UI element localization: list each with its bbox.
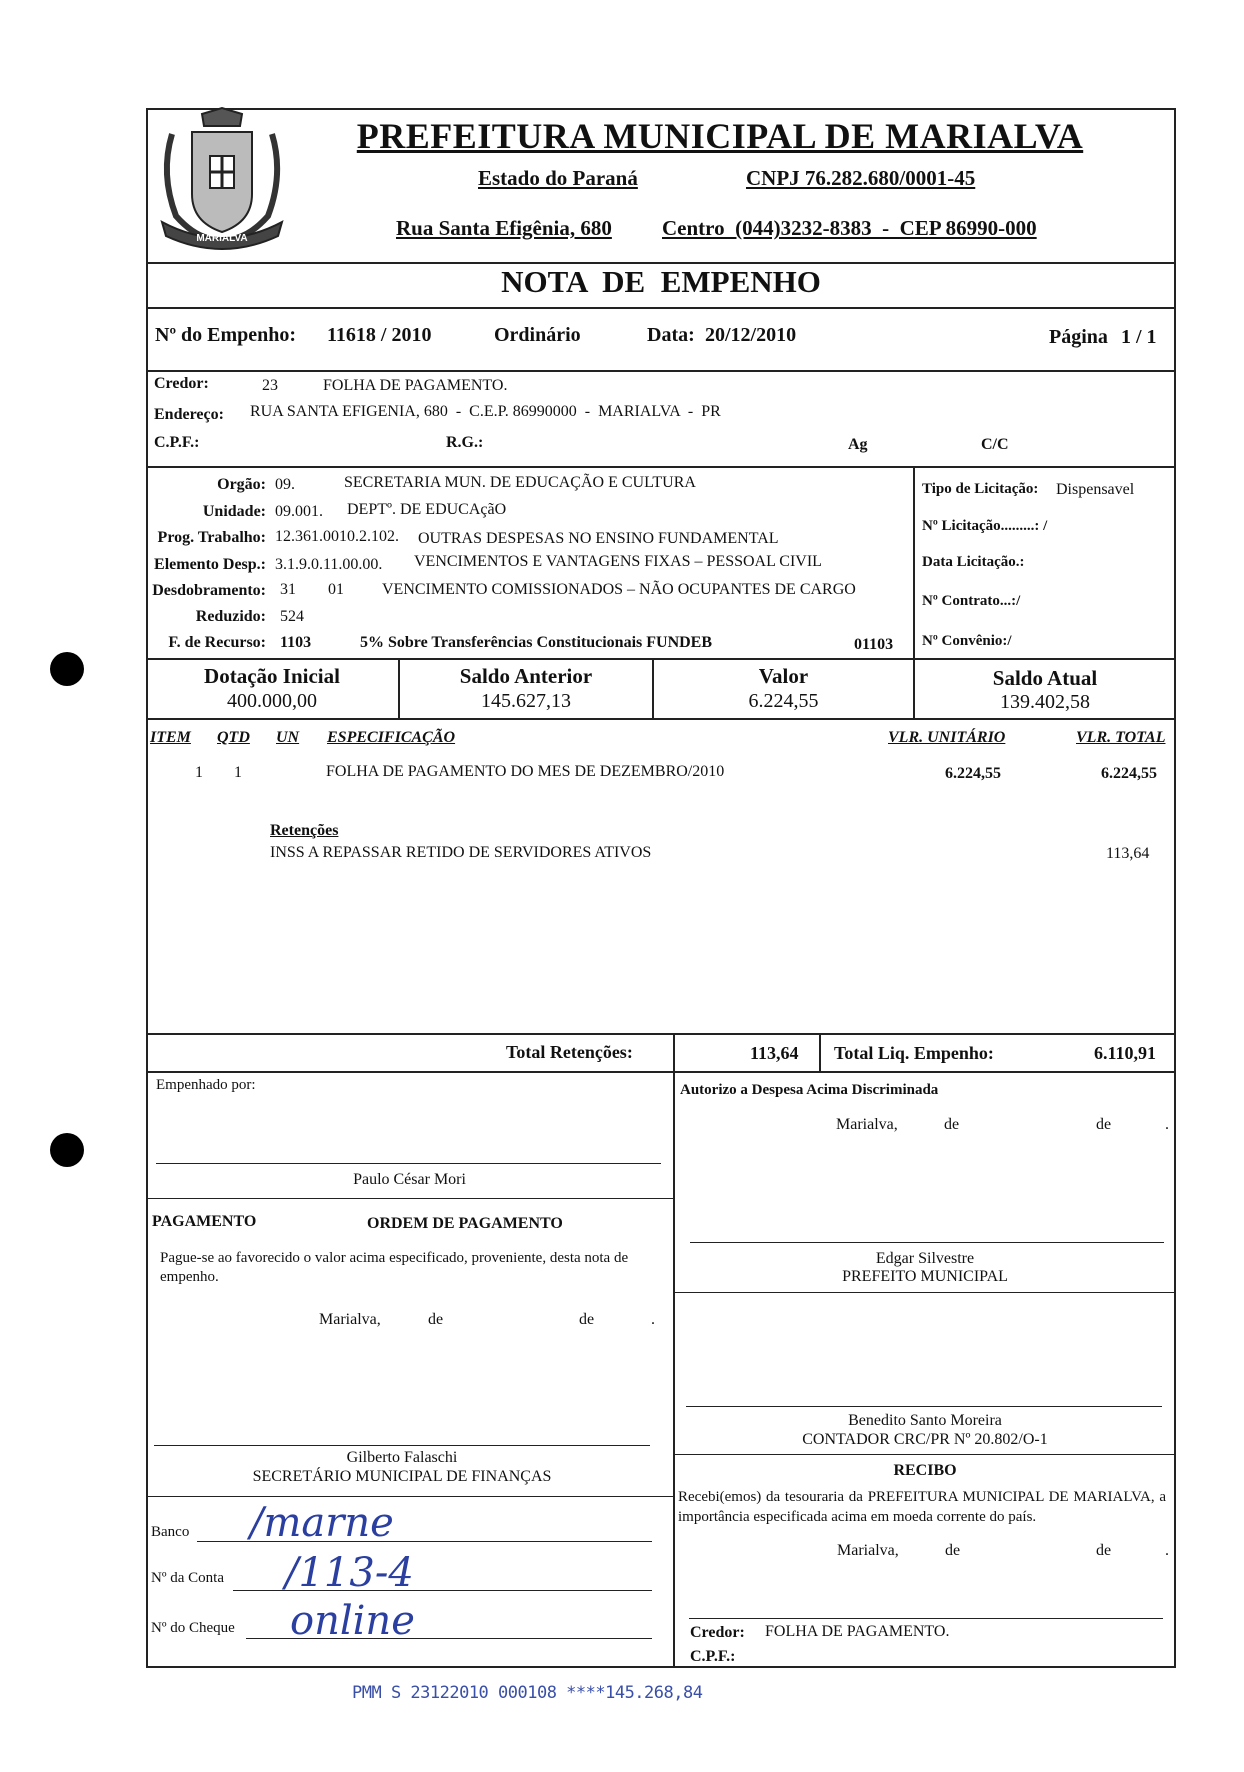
item-qty: 1	[234, 764, 242, 781]
reduzido-label: Reduzido:	[195, 608, 266, 625]
col-unit-value-header: VLR. UNITÁRIO	[888, 729, 1006, 746]
state-name: Estado do Paraná	[478, 166, 638, 190]
account-label: C/C	[981, 436, 1009, 453]
item-total-value: 6.224,55	[1101, 765, 1157, 782]
data-licitacao: Data Licitação.:	[922, 554, 1025, 570]
desdobramento-code-1: 31	[280, 581, 296, 598]
divider	[146, 466, 1176, 468]
pagamento-label: PAGAMENTO	[152, 1213, 257, 1230]
reduzido-value: 524	[280, 608, 304, 625]
unidade-name: DEPTº. DE EDUCAçãO	[347, 501, 507, 518]
orgao-label: Orgão:	[217, 476, 266, 493]
numero-contrato: Nº Contrato...:/	[922, 593, 1021, 609]
divider	[146, 1496, 673, 1497]
retencao-description: INSS A REPASSAR RETIDO DE SERVIDORES ATIVOS	[270, 844, 652, 861]
contact-line: Centro (044)3232-8383 - CEP 86990-000	[662, 216, 1037, 240]
divider	[146, 658, 1176, 660]
cnpj: CNPJ 76.282.680/0001-45	[746, 166, 976, 190]
signature-line	[686, 1406, 1162, 1407]
prefeito-name: Edgar Silvestre	[875, 1250, 975, 1267]
col-un-header: UN	[276, 729, 300, 746]
valor-label: Valor	[758, 664, 809, 688]
col-qtd-header: QTD	[217, 729, 250, 746]
payment-date-city: Marialva,	[319, 1311, 381, 1328]
divider	[819, 1033, 821, 1073]
total-retencoes-value: 113,64	[750, 1043, 799, 1063]
recibo-credor-label: Credor:	[690, 1624, 745, 1641]
secretario-name: Gilberto Falaschi	[346, 1449, 458, 1466]
authorization-date-de-2: de	[1096, 1116, 1112, 1133]
rg-label: R.G.:	[446, 434, 484, 451]
authorization-date-city: Marialva,	[836, 1116, 898, 1133]
recibo-date-dot: .	[1165, 1542, 1169, 1559]
divider	[673, 1033, 675, 1073]
agency-label: Ag	[848, 436, 868, 453]
col-item-header: ITEM	[150, 729, 191, 746]
authorization-date-dot: .	[1165, 1116, 1169, 1133]
unidade-label: Unidade:	[202, 503, 266, 520]
prog-trabalho-name: OUTRAS DESPESAS NO ENSINO FUNDAMENTAL	[418, 530, 779, 547]
divider	[146, 370, 1176, 372]
recibo-cpf-label: C.P.F.:	[690, 1648, 736, 1665]
numero-licitacao: Nº Licitação.........: /	[922, 518, 1048, 534]
divider	[673, 1071, 675, 1668]
empenho-type: Ordinário	[494, 324, 581, 346]
elemento-code: 3.1.9.0.11.00.00.	[275, 556, 383, 573]
conta-label: Nº da Conta	[151, 1570, 224, 1586]
divider	[146, 1033, 1176, 1035]
item-description: FOLHA DE PAGAMENTO DO MES DE DEZEMBRO/2010	[326, 763, 725, 780]
saldo-atual-label: Saldo Atual	[992, 666, 1098, 690]
total-liquido-label: Total Liq. Empenho:	[834, 1043, 994, 1063]
empenho-number: 11618 / 2010	[327, 324, 432, 346]
recurso-code-2: 01103	[854, 636, 894, 653]
empenhado-por-label: Empenhado por:	[156, 1077, 256, 1093]
cheque-label: Nº do Cheque	[151, 1620, 235, 1636]
item-unit-value: 6.224,55	[945, 765, 1001, 782]
recibo-date-city: Marialva,	[837, 1542, 899, 1559]
retencao-value: 113,64	[1106, 845, 1150, 862]
recurso-code: 1103	[280, 634, 312, 651]
page-number: 1 / 1	[1121, 326, 1157, 348]
signature-line	[690, 1242, 1164, 1243]
col-especificacao-header: ESPECIFICAÇÃO	[327, 729, 456, 746]
orgao-code: 09.	[275, 476, 295, 493]
municipal-crest	[152, 104, 292, 256]
saldo-anterior-value: 145.627,13	[481, 690, 571, 712]
autorizo-text: Autorizo a Despesa Acima Discriminada	[680, 1082, 939, 1098]
unidade-code: 09.001.	[275, 503, 323, 520]
item-number: 1	[195, 764, 203, 781]
secretario-role: SECRETÁRIO MUNICIPAL DE FINANÇAS	[252, 1468, 552, 1485]
payment-date-de-2: de	[579, 1311, 595, 1328]
signature-line	[156, 1163, 661, 1164]
divider	[146, 307, 1176, 309]
prefeito-role: PREFEITO MUNICIPAL	[842, 1268, 1008, 1285]
divider	[673, 1454, 1176, 1455]
divider	[913, 466, 915, 658]
desdobramento-code-2: 01	[328, 581, 344, 598]
prog-trabalho-code: 12.361.0010.2.102.	[275, 528, 399, 545]
pague-se-text: Pague-se ao favorecido o valor acima especificado, proveniente, desta nota de empenho.	[160, 1250, 629, 1285]
recurso-name: 5% Sobre Transferências Constitucionais FUNDEB	[360, 634, 713, 651]
document-title: NOTA DE EMPENHO	[501, 264, 821, 299]
divider	[673, 1292, 1176, 1293]
desdobramento-name: VENCIMENTO COMISSIONADOS – NÃO OCUPANTES DE CARGO	[382, 581, 856, 598]
desdobramento-label: Desdobramento:	[152, 582, 266, 599]
signature-line	[154, 1445, 650, 1446]
orgao-name: SECRETARIA MUN. DE EDUCAÇÃO E CULTURA	[344, 474, 696, 491]
signature-line	[689, 1618, 1163, 1619]
recibo-credor-value: FOLHA DE PAGAMENTO.	[765, 1623, 950, 1640]
contador-role: CONTADOR CRC/PR Nº 20.802/O-1	[802, 1431, 1048, 1448]
numero-convenio: Nº Convênio:/	[922, 633, 1012, 649]
retencoes-title: Retenções	[270, 822, 339, 839]
crest-banner-text: MARIALVA	[196, 233, 248, 244]
banco-handwriting: /marne	[250, 1500, 394, 1546]
recibo-title: RECIBO	[893, 1462, 957, 1479]
saldo-anterior-label: Saldo Anterior	[459, 664, 593, 688]
total-liquido-value: 6.110,91	[1094, 1043, 1157, 1063]
credor-label: Credor:	[154, 375, 209, 392]
tipo-licitacao-label: Tipo de Licitação:	[922, 481, 1039, 497]
recibo-date-de-1: de	[945, 1542, 961, 1559]
date-value: 20/12/2010	[705, 324, 797, 346]
recibo-date-de-2: de	[1096, 1542, 1112, 1559]
divider	[146, 1198, 673, 1199]
dotacao-label: Dotação Inicial	[204, 664, 340, 688]
elemento-label: Elemento Desp.:	[154, 556, 266, 573]
col-total-value-header: VLR. TOTAL	[1076, 729, 1166, 746]
empenho-number-label: Nº do Empenho:	[155, 324, 297, 346]
page-label: Página	[1049, 326, 1108, 348]
tipo-licitacao-value: Dispensavel	[1056, 481, 1135, 498]
date-label: Data:	[647, 324, 695, 346]
payment-date-dot: .	[651, 1311, 655, 1328]
empenhado-por-name: Paulo César Mori	[353, 1171, 466, 1188]
punch-hole-top	[50, 652, 84, 686]
address-line: Rua Santa Efigênia, 680	[396, 216, 612, 240]
banco-label: Banco	[151, 1524, 190, 1540]
machine-stamp: PMM S 23122010 000108 ****145.268,84	[352, 1683, 703, 1703]
divider	[146, 1071, 1176, 1073]
cheque-handwriting: online	[290, 1598, 415, 1644]
recurso-label: F. de Recurso:	[168, 634, 266, 651]
divider	[146, 718, 1176, 720]
dotacao-value: 400.000,00	[227, 690, 317, 712]
punch-hole-bottom	[50, 1133, 84, 1167]
saldo-atual-value: 139.402,58	[1000, 691, 1090, 713]
payment-date-de-1: de	[428, 1311, 444, 1328]
conta-handwriting: /113-4	[285, 1550, 414, 1596]
authorization-date-de-1: de	[944, 1116, 960, 1133]
credor-code: 23	[262, 377, 278, 394]
valor-value: 6.224,55	[748, 690, 819, 712]
recibo-text: Recebi(emos) da tesouraria da PREFEITURA MUNICIPAL DE MARIALVA, a importância especificada acima em moeda corrente do país.	[678, 1489, 1166, 1525]
cpf-label: C.P.F.:	[154, 434, 200, 451]
total-retencoes-label: Total Retenções:	[506, 1042, 633, 1062]
prog-trabalho-label: Prog. Trabalho:	[157, 529, 266, 546]
credor-name: FOLHA DE PAGAMENTO.	[323, 377, 508, 394]
contador-name: Benedito Santo Moreira	[848, 1412, 1002, 1429]
city-hall-title: PREFEITURA MUNICIPAL DE MARIALVA	[356, 116, 1084, 156]
elemento-name: VENCIMENTOS E VANTAGENS FIXAS – PESSOAL CIVIL	[414, 553, 822, 570]
ordem-pagamento-label: ORDEM DE PAGAMENTO	[367, 1215, 563, 1232]
endereco-value: RUA SANTA EFIGENIA, 680 - C.E.P. 86990000 - MARIALVA - PR	[250, 403, 721, 420]
endereco-label: Endereço:	[154, 406, 224, 423]
